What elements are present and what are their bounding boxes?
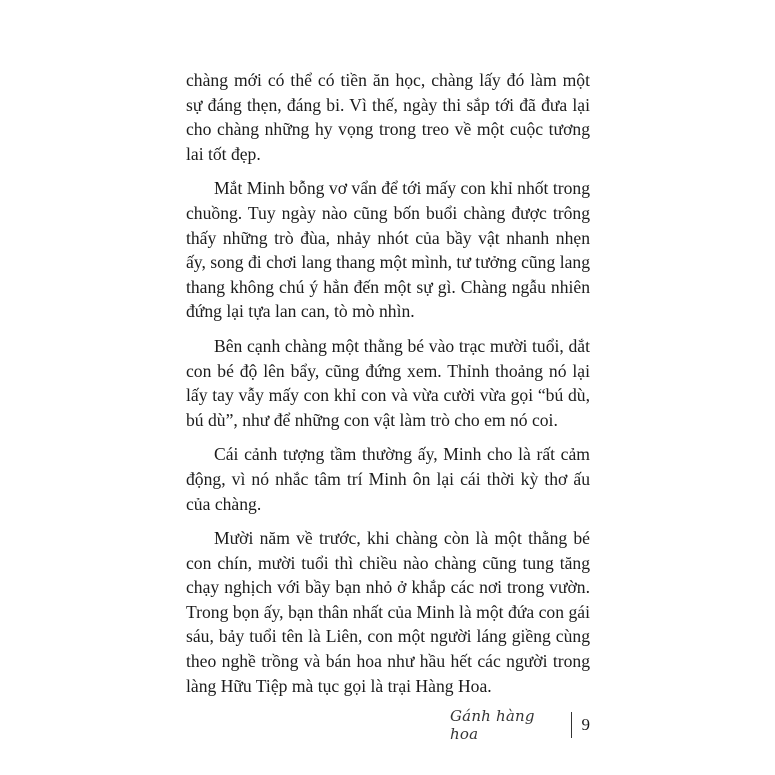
running-title: Gánh hàng hoa bbox=[450, 707, 535, 743]
paragraph: Mười năm về trước, khi chàng còn là một thằng bé con chín, mười tuổi thì chiều nào chàng cũng tung tăng chạy nghịch với bầy bạn nhỏ ở khắp các nơi trong vườn. Trong bọn ấy, bạn thân nhất của Minh là một đứa con gái sáu, bảy tuổi tên là Liên, con một người láng giềng cùng theo nghề trồng và bán hoa như hầu hết các người trong làng Hữu Tiệp mà tục gọi là trại Hàng Hoa. bbox=[186, 528, 590, 696]
body-text bbox=[186, 68, 590, 698]
paragraph: Cái cảnh tượng tầm thường ấy, Minh cho là rất cảm động, vì nó nhắc tâm trí Minh ôn lại cái thời kỳ thơ ấu của chàng. bbox=[186, 444, 590, 514]
paragraph: Mắt Minh bỗng vơ vẩn để tới mấy con khỉ nhốt trong chuồng. Tuy ngày nào cũng bốn buổi chàng được trông thấy những trò đùa, nhảy nhót của bầy vật nhanh nhẹn ấy, song đi chơi lang thang một mình, tư tưởng cũng lang thang không chú ý hẳn đến một sự gì. Chàng ngẫu nhiên đứng lại tựa lan can, tò mò nhìn. bbox=[186, 178, 590, 322]
page-number: 9 bbox=[581, 715, 590, 734]
page-footer bbox=[450, 707, 590, 743]
paragraph: Bên cạnh chàng một thằng bé vào trạc mười tuổi, dắt con bé độ lên bẩy, cũng đứng xem. Thỉnh thoảng nó lại lấy tay vẫy mấy con khỉ con và vừa cười vừa gọi “bú dù, bú dù”, như để những con vật làm trò cho em nó coi. bbox=[186, 335, 590, 430]
paragraph-continued: chàng mới có thể có tiền ăn học, chàng lấy đó làm một sự đáng thẹn, đáng bi. Vì thế, ngày thi sắp tới đã đưa lại cho chàng những hy vọng trong treo về một cuộc tương lai tốt đẹp. bbox=[186, 70, 590, 164]
